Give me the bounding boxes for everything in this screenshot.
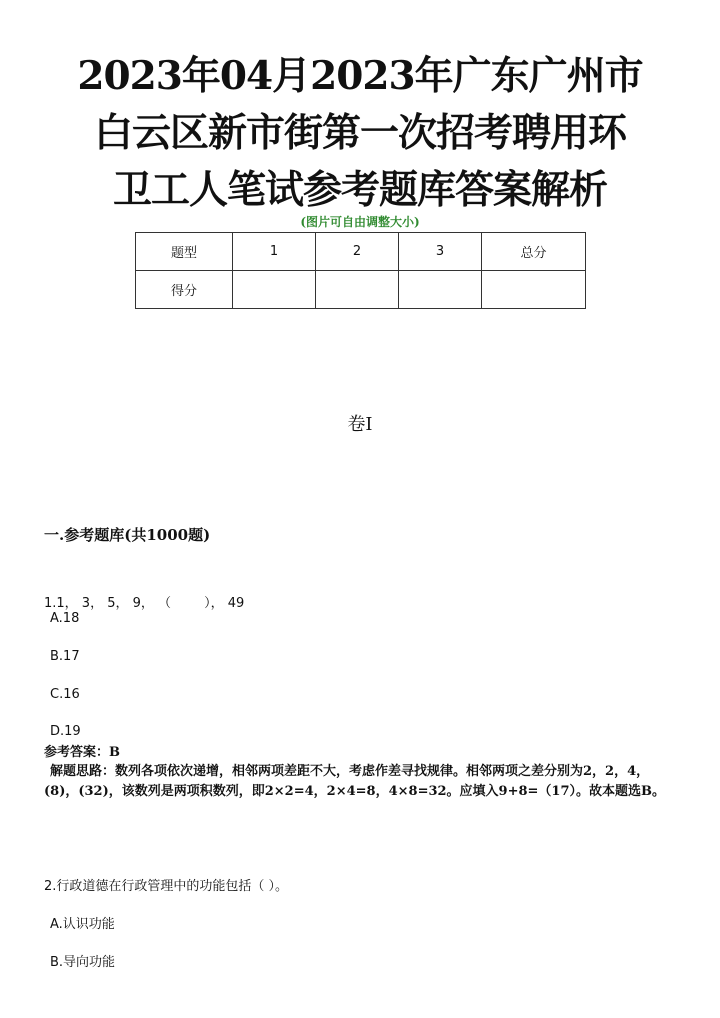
volume-heading: 卷I xyxy=(347,414,373,435)
header-cell-total: 总分 xyxy=(482,233,586,271)
title-line-2: 白云区新市街第一次招考聘用环 xyxy=(93,110,626,156)
title-line-1: 2023年04月2023年广东广州市 xyxy=(77,53,643,99)
question-2-option-a: A.认识功能 xyxy=(50,917,115,932)
score-cell-total[interactable] xyxy=(482,271,586,309)
question-1-answer: 参考答案：B xyxy=(44,745,120,760)
score-row-label: 得分 xyxy=(136,271,233,309)
score-table xyxy=(135,232,586,309)
score-cell-1[interactable] xyxy=(233,271,316,309)
title-line-3: 卫工人笔试参考题库答案解析 xyxy=(112,167,607,213)
header-cell-2: 2 xyxy=(316,233,399,271)
question-1-stem: 1.1， 3， 5， 9， （ ）， 49 xyxy=(44,596,245,611)
document-title xyxy=(0,48,720,219)
section-heading: 一.参考题库(共1000题) xyxy=(44,526,211,544)
score-table-header-row xyxy=(136,233,586,271)
header-cell-type: 题型 xyxy=(136,233,233,271)
header-cell-3: 3 xyxy=(399,233,482,271)
score-cell-3[interactable] xyxy=(399,271,482,309)
question-1-option-a: A.18 xyxy=(50,611,80,626)
question-2-stem: 2.行政道德在行政管理中的功能包括（ ）。 xyxy=(44,879,289,894)
header-cell-1: 1 xyxy=(233,233,316,271)
question-2-option-b: B.导向功能 xyxy=(50,955,116,970)
question-1-option-d: D.19 xyxy=(50,724,81,739)
question-1-explanation: 解题思路：数列各项依次递增，相邻两项差距不大，考虑作差寻找规律。相邻两项之差分别为2，2，4，(8)，(32)，该数列是两项积数列，即2×2=4，2×4=8，4×8=32。应填入9+8=（17）。故本题选B。 xyxy=(44,764,666,799)
resize-note: (图片可自由调整大小) xyxy=(300,215,420,229)
question-1-option-c: C.16 xyxy=(50,687,80,702)
question-1-option-b: B.17 xyxy=(50,649,80,664)
score-table-score-row xyxy=(136,271,586,309)
score-cell-2[interactable] xyxy=(316,271,399,309)
